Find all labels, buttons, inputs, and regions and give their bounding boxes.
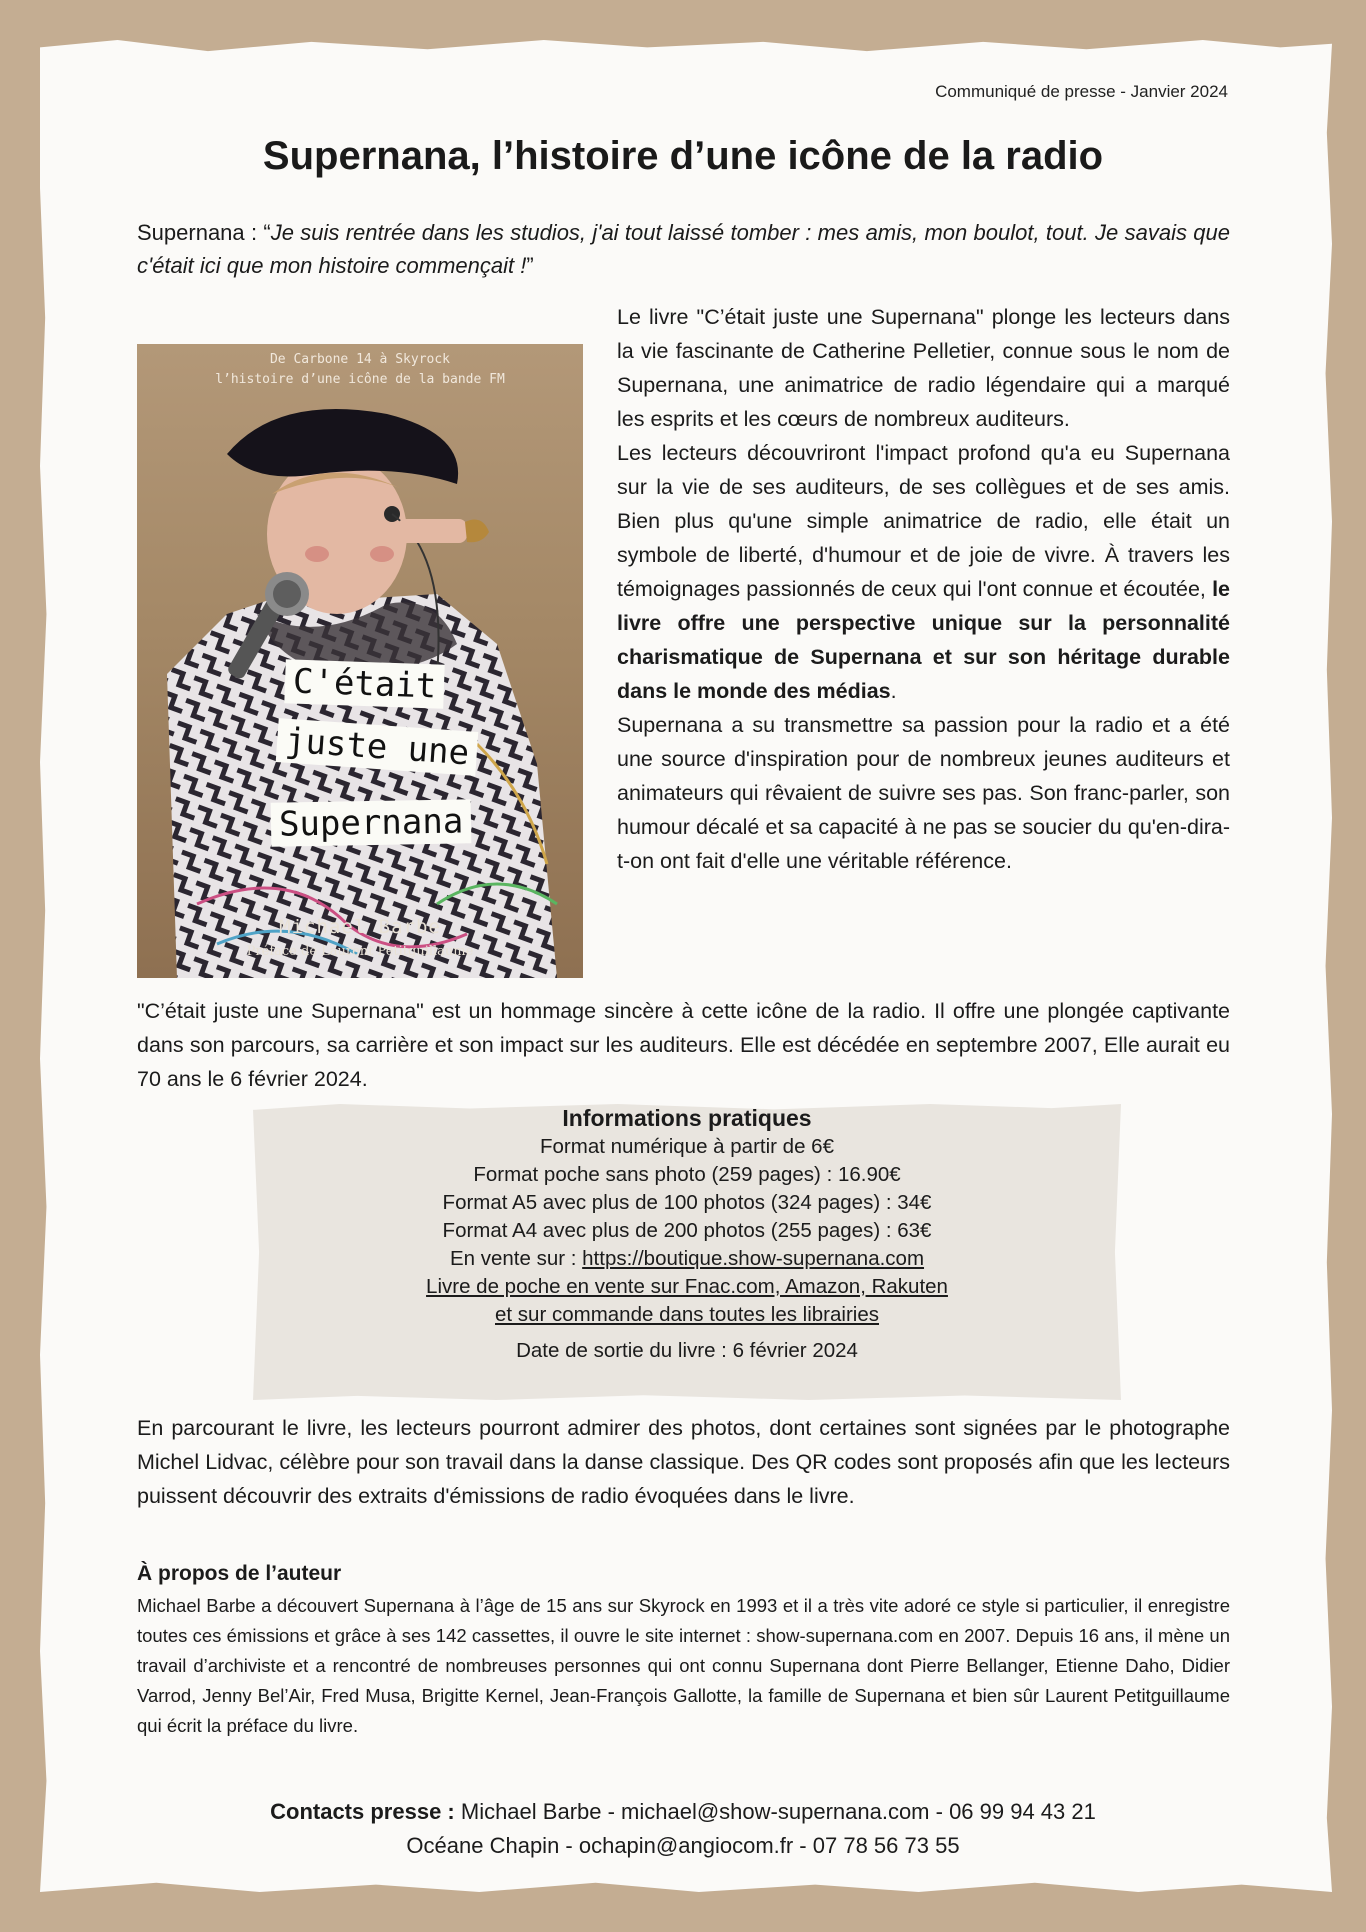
about-author-title: À propos de l’auteur [137, 1562, 342, 1585]
impact-text: Les lecteurs découvriront l'impact profond qu'a eu Supernana sur la vie de ses auditeurs, de ses collègues et de ses amis. Bien plus qu'une simple animatrice de radio, elle était un symbole de liberté, d'humour et de joie de vivre. À travers les témoignages passionnés de ceux qui l'ont connue et écoutée, [617, 441, 1230, 601]
info-format-a4: Format A4 avec plus de 200 photos (255 pages) : 63€ [442, 1219, 932, 1242]
info-spacer [253, 1329, 1121, 1337]
practical-info [253, 1103, 1121, 1365]
paragraph-tribute: "C’était juste une Supernana" est un hommage sincère à cette icône de la radio. Il offre une plongée captivante dans son parcours, sa carrière et son impact sur les auditeurs. Elle est décédée en septembre 2007, Elle aurait eu 70 ans le 6 février 2024. [137, 999, 1230, 1091]
cover-tagline-line1: De Carbone 14 à Skyrock [269, 352, 450, 367]
press-contacts [0, 1795, 1366, 1863]
contact-michael: Michael Barbe - michael@show-supernana.com - 06 99 94 43 21 [454, 1799, 1096, 1824]
cover-title-line2: juste une [276, 718, 479, 776]
impact-highlight: le livre offre une perspective unique sur la personnalité charismatique de Supernana et sur son héritage durable dans le monde des médias [617, 577, 1230, 703]
right-column-text [617, 300, 1230, 878]
paragraph-passion: Supernana a su transmettre sa passion pour la radio et a été une source d'inspiration pour de nombreux jeunes auditeurs et animateurs qui rêvaient de suivre ses pas. Son franc-parler, son humour décalé et sa capacité à ne pas se soucier du qu'en-dira-t-on ont fait d'elle une véritable référence. [617, 713, 1230, 873]
info-sale [253, 1245, 1121, 1273]
quote-close: ” [526, 253, 534, 278]
paragraph-intro: Le livre "C’était juste une Supernana" plonge les lecteurs dans la vie fascinante de Catherine Pelletier, connue sous le nom de Supernana, une animatrice de radio légendaire qui a marqué les esprits et les cœurs de nombreux auditeurs. [617, 305, 1230, 431]
contact-oceane: Océane Chapin - ochapin@angiocom.fr - 07 78 56 73 55 [406, 1833, 960, 1858]
page-title: Supernana, l’histoire d’une icône de la radio [262, 134, 1104, 178]
pocket-sellers-link-line2[interactable]: et sur commande dans toutes les librairies [495, 1303, 879, 1326]
cover-title-line3: Supernana [271, 799, 472, 846]
book-cover-image [137, 344, 583, 978]
contact-line1 [0, 1795, 1366, 1829]
sale-prefix: En vente sur : [449, 1247, 583, 1270]
impact-end: . [890, 679, 897, 703]
release-date: Date de sortie du livre : 6 février 2024 [516, 1339, 858, 1362]
contacts-label: Contacts presse : [270, 1799, 455, 1824]
cover-tagline-line2: l’histoire d’une icône de la bande FM [215, 372, 505, 387]
quote-text: Je suis rentrée dans les studios, j'ai tout laissé tomber : mes amis, mon boulot, tout. Je savais que c'était ici que mon histoire commençait ! [137, 220, 1230, 278]
cover-tagline [137, 350, 583, 390]
cover-title-line1: C'était [284, 659, 445, 709]
cover-author: Michael Barbe [279, 916, 441, 938]
paragraph-impact [617, 436, 1230, 708]
info-title: Informations pratiques [562, 1105, 812, 1131]
shop-link[interactable]: https://boutique.show-supernana.com [582, 1247, 925, 1270]
cover-preface: Préface de Laurent Petitguillaume [246, 944, 474, 959]
quote-speaker: Supernana : “ [137, 220, 271, 245]
info-format-digital: Format numérique à partir de 6€ [540, 1135, 834, 1158]
press-release-date: Communiqué de presse - Janvier 2024 [935, 82, 1228, 101]
info-format-a5: Format A5 avec plus de 100 photos (324 pages) : 34€ [442, 1191, 932, 1214]
paragraph-photos: En parcourant le livre, les lecteurs pourront admirer des photos, dont certaines sont signées par le photographe Michel Lidvac, célèbre pour son travail dans la danse classique. Des QR codes sont proposés afin que les lecteurs puissent découvrir des extraits d'émissions de radio évoquées dans le livre. [137, 1416, 1230, 1508]
intro-quote [137, 216, 1230, 282]
pocket-sellers-link-line1[interactable]: Livre de poche en vente sur Fnac.com, Amazon, Rakuten [426, 1275, 948, 1298]
about-author-text: Michael Barbe a découvert Supernana à l’âge de 15 ans sur Skyrock en 1993 et il a très vite adoré ce style si particulier, il enregistre toutes ces émissions et grâce à ses 142 cassettes, il ouvre le site internet : show-supernana.com en 2007. Depuis 16 ans, il mène un travail d’archiviste et a rencontré de nombreuses personnes qui ont connu Supernana dont Pierre Bellanger, Etienne Daho, Didier Varrod, Jenny Bel’Air, Fred Musa, Brigitte Kernel, Jean-François Gallotte, la famille de Supernana et bien sûr Laurent Petitguillaume qui écrit la préface du livre. [137, 1595, 1230, 1736]
info-format-pocket: Format poche sans photo (259 pages) : 16.90€ [473, 1163, 901, 1186]
